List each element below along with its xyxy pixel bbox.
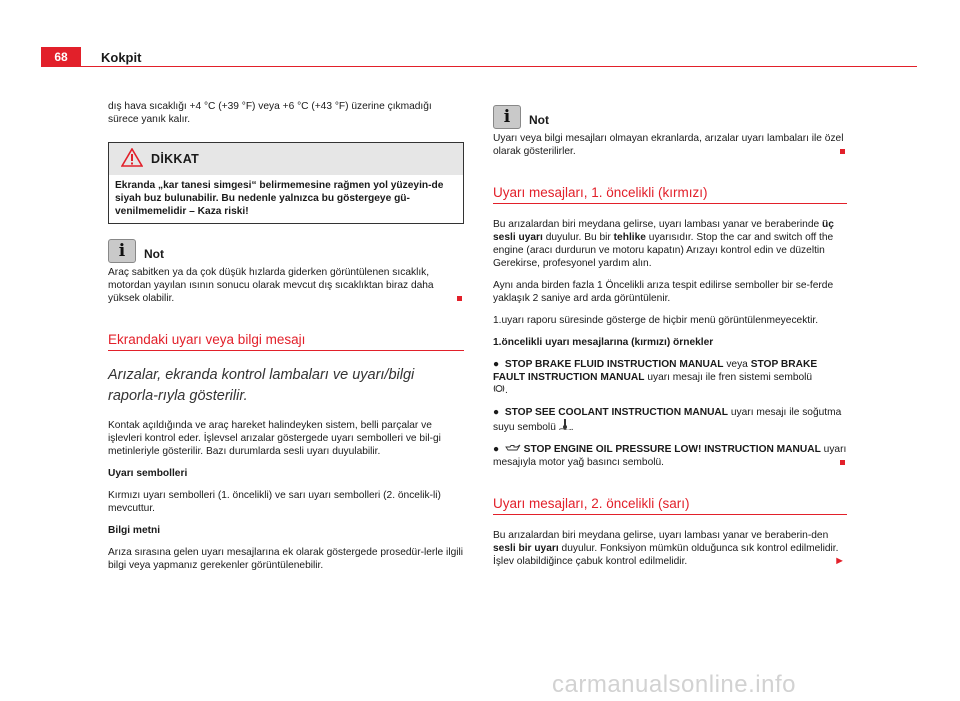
text-run: Bu arızalardan biri meydana gelirse, uyarı lambası yanar ve beraberinde xyxy=(493,219,820,230)
text-run-bold: üç sesli uyarı xyxy=(493,219,834,243)
page-number: 68 xyxy=(41,47,81,67)
bullet-dot: ● xyxy=(493,359,505,370)
section-subtitle: Arızalar, ekranda kontrol lambaları ve uyarı/bilgi raporla-rıyla gösterilir. xyxy=(108,367,415,404)
example-coolant: ● STOP SEE COOLANT INSTRUCTION MANUAL uyarı mesajı ile soğutma suyu sembolü . xyxy=(493,407,842,433)
warning-text: Ekranda „kar tanesi simgesi“ belirmemesine rağmen yol yüzeyin-de siyah buz bulunabilir. Bu nedenle yalnızca bu göstergeye gü-venilmemelidir – Kaza riski! xyxy=(115,180,444,217)
oil-can-icon xyxy=(505,444,521,455)
text-run: duyulur. Bu bir xyxy=(545,232,611,243)
text-run-bold: STOP SEE COOLANT INSTRUCTION MANUAL xyxy=(504,407,729,418)
text-run: uyarı mesajı ile fren sistemi sembolü xyxy=(647,372,813,383)
section-title-priority-1: Uyarı mesajları, 1. öncelikli (kırmızı) xyxy=(493,186,847,204)
note-text xyxy=(493,132,847,158)
section-end-marker xyxy=(840,149,845,154)
note-text-content: Araç sabitken ya da çok düşük hızlarda giderken görüntülenen sıcaklık, motordan yayılan ısının sonucu olarak mevcut dış sıcaklıktan biraz daha yüksek olabilir. xyxy=(108,267,434,304)
intro-paragraph: dış hava sıcaklığı +4 °C (+39 °F) veya +6 °C (+43 °F) üzerine çıkmadığı sürece yanık kalır. xyxy=(108,101,432,125)
text-run: uyarı mesajı ile soğutma suyu sembolü xyxy=(493,407,842,433)
text-run: uyarısıdır. Stop the car and switch off the engine (aracı durdurun ve motoru kapatın) Arızayı kontrol edin ve düzeltin Gerekirse, profesyonel yardım alın. xyxy=(493,232,834,269)
example-oil-pressure xyxy=(493,443,847,469)
note-text xyxy=(108,266,464,305)
text-run-bold: tehlike xyxy=(613,232,646,243)
info-note-icon: i xyxy=(108,239,136,263)
warning-label: DİKKAT xyxy=(151,151,200,166)
header-rule xyxy=(41,66,917,67)
text-run: veya xyxy=(726,359,748,370)
watermark: carmanualsonline.info xyxy=(552,671,796,698)
example-brake: ● STOP BRAKE FLUID INSTRUCTION MANUAL veya STOP BRAKE FAULT INSTRUCTION MANUAL uyarı mesajı ile fren sistemi sembolü . xyxy=(493,359,818,396)
section-end-marker xyxy=(457,296,462,301)
note-header xyxy=(493,104,847,130)
section-end-marker xyxy=(840,460,845,465)
priority-1-paragraph xyxy=(493,218,847,270)
warning-triangle-icon xyxy=(121,148,143,171)
note-label: Not xyxy=(144,246,164,261)
text-run-bold: sesli bir uyarı xyxy=(493,543,559,554)
note-label: Not xyxy=(529,112,549,127)
examples-heading: 1.öncelikli uyarı mesajlarına (kırmızı) örnekler xyxy=(493,337,714,348)
section-title-priority-2: Uyarı mesajları, 2. öncelikli (sarı) xyxy=(493,497,847,515)
left-column xyxy=(108,100,464,581)
priority-1-paragraph-3: 1.uyarı raporu süresinde gösterge de hiçbir menü görüntülenmeyecektir. xyxy=(493,315,819,326)
brake-system-icon xyxy=(493,385,505,396)
subheading-info: Bilgi metni xyxy=(108,525,161,536)
note-text-content: Uyarı veya bilgi mesajları olmayan ekranlarda, arızalar uyarı lambaları ile özel olarak gösterilirler. xyxy=(493,133,844,157)
priority-1-paragraph-2: Aynı anda birden fazla 1 Öncelikli arıza tespit edilirse semboller bir se-ferde yaklaşık 2 saniye ard arda görüntülenir. xyxy=(493,280,834,304)
note-header xyxy=(108,238,464,264)
page-title: Kokpit xyxy=(101,50,142,65)
continue-arrow-icon: ► xyxy=(834,555,845,567)
text-run-bold: STOP BRAKE FAULT INSTRUCTION MANUAL xyxy=(493,359,818,383)
warning-header xyxy=(109,143,463,175)
text-run: uyarı mesajıyla motor yağ basıncı sembolü. xyxy=(493,444,847,468)
bullet-dot: ● xyxy=(493,444,505,455)
bullet-dot: ● xyxy=(493,407,505,418)
section-title: Ekrandaki uyarı veya bilgi mesajı xyxy=(108,333,464,351)
warning-box xyxy=(108,142,464,224)
text-run: Bu arızalardan biri meydana gelirse, uyarı lambası yanar ve beraberin-den xyxy=(493,530,829,541)
symbols-paragraph: Kırmızı uyarı sembolleri (1. öncelikli) ve sarı uyarı sembolleri (2. öncelik-li) mevcuttur. xyxy=(108,490,441,514)
text-run-bold: STOP BRAKE FLUID INSTRUCTION MANUAL xyxy=(504,359,724,370)
text-run: duyulur. Fonksiyon mümkün olduğunca sık kontrol edilmelidir. İşlev olabildiğince çabuk kontrol edilmelidir. xyxy=(493,543,839,567)
priority-2-paragraph xyxy=(493,529,847,568)
text-run-bold: STOP ENGINE OIL PRESSURE LOW! INSTRUCTION MANUAL xyxy=(523,444,821,455)
right-column xyxy=(493,104,847,577)
subheading-symbols: Uyarı sembolleri xyxy=(108,468,188,479)
body-paragraph: Kontak açıldığında ve araç hareket halindeyken sistem, belli parçalar ve işlevleri kontrol eder. İşlevsel arızalar göstergede uyarı sembolleri ve bil-gi metinleriyle gösterilir. Bazı durumlarda sesli uyarı duyulabilir. xyxy=(108,420,441,457)
info-note-icon: i xyxy=(493,105,521,129)
info-paragraph: Arıza sırasına gelen uyarı mesajlarına ek olarak göstergede prosedür-lerle ilgili bilgi veya yapmanız gerekenler görüntülenebilir. xyxy=(108,547,464,571)
coolant-temperature-icon xyxy=(559,422,571,433)
